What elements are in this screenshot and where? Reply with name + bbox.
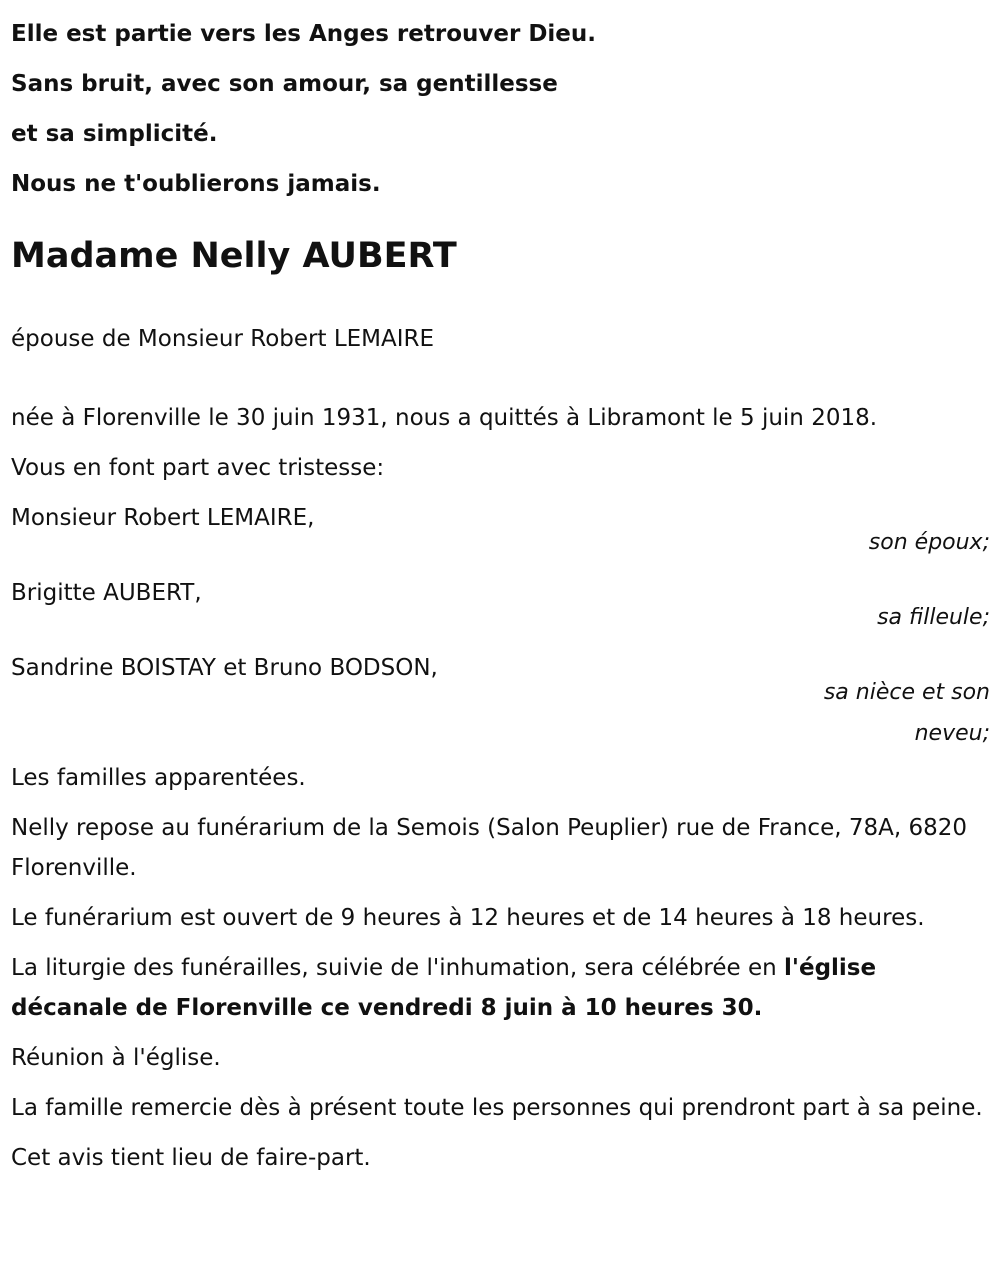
- poem: [11, 0, 990, 209]
- repose-paragraph: Nelly repose au funérarium de la Semois (Salon Peuplier) rue de France, 78A, 6820 Florenville.: [11, 815, 967, 881]
- closing-paragraph: Cet avis tient lieu de faire-part.: [11, 1145, 371, 1171]
- dates-line: née à Florenville le 30 juin 1931, nous a quittés à Libramont le 5 juin 2018.: [11, 405, 878, 431]
- family-member-name: Monsieur Robert LEMAIRE,: [11, 505, 315, 531]
- spouse-line: épouse de Monsieur Robert LEMAIRE: [11, 326, 435, 352]
- family-member-relation: sa nièce et son neveu;: [823, 680, 990, 746]
- poem-line: Nous ne t'oublierons jamais.: [11, 171, 381, 197]
- announcement-line: Vous en font part avec tristesse:: [11, 455, 385, 481]
- meeting-paragraph: Réunion à l'église.: [11, 1045, 221, 1071]
- liturgy-intro: La liturgie des funérailles, suivie de l'inhumation, sera célébrée en: [11, 955, 785, 981]
- family-member-name: Sandrine BOISTAY et Bruno BODSON,: [11, 655, 438, 681]
- family-member-relation: son époux;: [868, 530, 990, 555]
- liturgy-paragraph: [11, 948, 990, 1028]
- poem-line: Sans bruit, avec son amour, sa gentillesse: [11, 71, 558, 97]
- family-member-name: Brigitte AUBERT,: [11, 580, 202, 606]
- poem-line: Elle est partie vers les Anges retrouver Dieu.: [11, 21, 597, 47]
- family-others-line: Les familles apparentées.: [11, 765, 306, 791]
- liturgy-location-time: l'église décanale de Florenville ce vendredi 8 juin à 10 heures 30.: [11, 955, 877, 1021]
- family-list: [11, 498, 990, 754]
- poem-line: et sa simplicité.: [11, 121, 218, 147]
- deceased-name: Madame Nelly AUBERT: [11, 236, 457, 276]
- thanks-paragraph: La famille remercie dès à présent toute les personnes qui prendront part à sa peine.: [11, 1095, 983, 1121]
- family-member-relation: sa filleule;: [877, 605, 990, 630]
- hours-paragraph: Le funérarium est ouvert de 9 heures à 12 heures et de 14 heures à 18 heures.: [11, 905, 925, 931]
